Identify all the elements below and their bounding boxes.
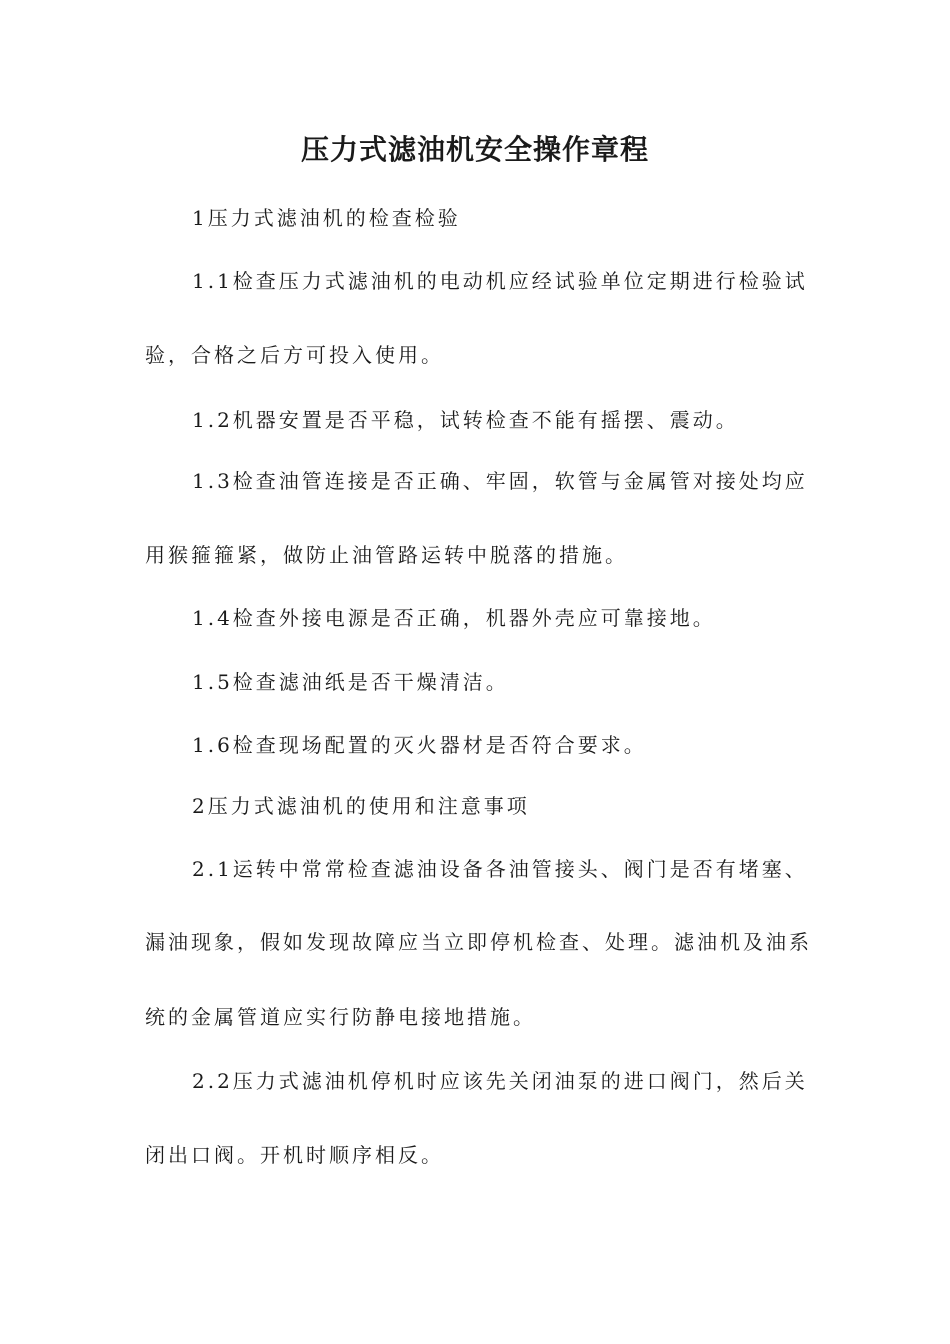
item-1-3-line-2: 用猴箍箍紧，做防止油管路运转中脱落的措施。 (145, 543, 628, 567)
item-1-1-line-1: 1.1检查压力式滤油机的电动机应经试验单位定期进行检验试 (192, 269, 808, 293)
item-1-2: 1.2机器安置是否平稳，试转检查不能有摇摆、震动。 (192, 408, 739, 432)
item-1-6: 1.6检查现场配置的灭火器材是否符合要求。 (192, 733, 647, 757)
item-2-1-line-3: 统的金属管道应实行防静电接地措施。 (145, 1005, 536, 1029)
document-title: 压力式滤油机安全操作章程 (300, 133, 649, 166)
section-2-heading: 2压力式滤油机的使用和注意事项 (192, 794, 530, 818)
item-2-1-line-1: 2.1运转中常常检查滤油设备各油管接头、阀门是否有堵塞、 (192, 857, 808, 881)
item-2-1-line-2: 漏油现象，假如发现故障应当立即停机检查、处理。滤油机及油系 (145, 930, 812, 954)
item-2-2-line-2: 闭出口阀。开机时顺序相反。 (145, 1143, 444, 1167)
item-1-3-line-1: 1.3检查油管连接是否正确、牢固，软管与金属管对接处均应 (192, 469, 808, 493)
item-1-5: 1.5检查滤油纸是否干燥清洁。 (192, 670, 509, 694)
item-1-4: 1.4检查外接电源是否正确，机器外壳应可靠接地。 (192, 606, 716, 630)
item-2-2-line-1: 2.2压力式滤油机停机时应该先关闭油泵的进口阀门，然后关 (192, 1069, 808, 1093)
item-1-1-line-2: 验，合格之后方可投入使用。 (145, 343, 444, 367)
section-1-heading: 1压力式滤油机的检查检验 (192, 206, 461, 230)
